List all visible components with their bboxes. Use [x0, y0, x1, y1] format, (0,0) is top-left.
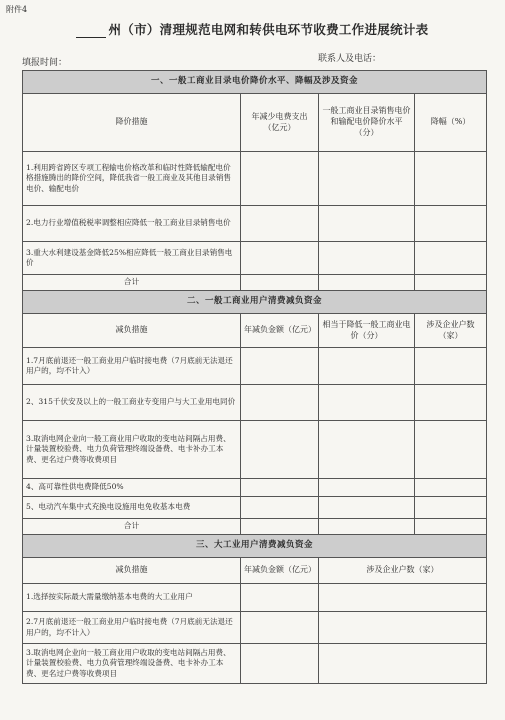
table-row — [23, 385, 487, 421]
table-cell[interactable] — [415, 497, 487, 519]
table-row — [23, 584, 487, 612]
section1-title: 一、一般工商业目录电价降价水平、降幅及涉及资金 — [23, 71, 487, 94]
section1-total-row — [23, 275, 487, 291]
table-cell[interactable] — [241, 519, 319, 535]
table-cell[interactable] — [319, 152, 415, 206]
table-cell[interactable] — [241, 385, 319, 421]
table-cell[interactable] — [415, 242, 487, 275]
contact-label: 联系人及电话： — [318, 54, 382, 64]
title-text: 州（市）清理规范电网和转供电环节收费工作进展统计表 — [108, 22, 429, 37]
title-blank-line — [76, 26, 106, 38]
table-row — [23, 497, 487, 519]
section2-total-row — [23, 519, 487, 535]
section3-item-2: 2.7月底前退还一般工商业用户临时接电费（7月底前无法退还用户的，均不计入） — [23, 612, 241, 644]
section1-item-2: 2.电力行业增值税税率调整相应降低一般工商业目录销售电价 — [23, 206, 241, 242]
table-cell[interactable] — [319, 519, 415, 535]
section3-title-row — [23, 535, 487, 558]
table-row — [23, 348, 487, 385]
section2-col-count: 涉及企业户数（家） — [415, 314, 487, 348]
table-cell[interactable] — [319, 421, 415, 479]
section1-col-price: 一般工商业目录销售电价和输配电价降价水平（分） — [319, 94, 415, 152]
section2-col-amount: 年减负金额（亿元） — [241, 314, 319, 348]
table-row — [23, 612, 487, 644]
table-cell[interactable] — [415, 519, 487, 535]
section1-item-1: 1.利用跨省跨区专项工程输电价格改革和临时性降低输配电价格措施腾出的降价空间，降低我省一般工商业及其他目录销售电价、输配电价 — [23, 152, 241, 206]
table-cell[interactable] — [241, 644, 319, 684]
section3-header-row — [23, 558, 487, 584]
fill-time-label: 填报时间： — [22, 58, 68, 68]
section1-col-rate: 降幅（%） — [415, 94, 487, 152]
section1-item-3: 3.重大水利建设基金降低25%相应降低一般工商业目录销售电价 — [23, 242, 241, 275]
section1-col-measure: 降价措施 — [23, 94, 241, 152]
table-cell[interactable] — [415, 275, 487, 291]
table-cell[interactable] — [319, 275, 415, 291]
statistics-table — [22, 70, 487, 684]
section2-item-2: 2、315千伏安及以上的一般工商业专变用户与大工业用电同价 — [23, 385, 241, 421]
table-cell[interactable] — [241, 275, 319, 291]
table-cell[interactable] — [319, 497, 415, 519]
section3-item-3: 3.取消电网企业向一般工商业用户收取的变电站间隔占用费、计量装置校验费、电力负荷管理终端设备费、电卡补办工本费、更名过户费等收费项目 — [23, 644, 241, 684]
table-row — [23, 206, 487, 242]
table-row — [23, 644, 487, 684]
attachment-label: 附件4 — [6, 5, 28, 14]
section2-item-4: 4、高可靠性供电费降低50% — [23, 479, 241, 497]
table-row — [23, 152, 487, 206]
table-cell[interactable] — [415, 348, 487, 385]
table-cell[interactable] — [319, 479, 415, 497]
table-cell[interactable] — [415, 385, 487, 421]
section3-title: 三、大工业用户清费减负资金 — [23, 535, 487, 558]
table-cell[interactable] — [319, 206, 415, 242]
section2-item-5: 5、电动汽车集中式充换电设施用电免收基本电费 — [23, 497, 241, 519]
table-row — [23, 479, 487, 497]
section2-col-measure: 减负措施 — [23, 314, 241, 348]
section1-total-label: 合计 — [23, 275, 241, 291]
section3-col-measure: 减负措施 — [23, 558, 241, 584]
section2-col-equiv: 相当于降低一般工商业电价（分） — [319, 314, 415, 348]
section3-col-count: 涉及企业户数（家） — [319, 558, 487, 584]
table-cell[interactable] — [241, 479, 319, 497]
table-cell[interactable] — [415, 479, 487, 497]
table-cell[interactable] — [241, 242, 319, 275]
table-cell[interactable] — [415, 152, 487, 206]
section1-title-row — [23, 71, 487, 94]
section2-header-row — [23, 314, 487, 348]
table-cell[interactable] — [241, 206, 319, 242]
table-cell[interactable] — [241, 612, 319, 644]
section2-title: 二、一般工商业用户清费减负资金 — [23, 291, 487, 314]
table-cell[interactable] — [319, 348, 415, 385]
table-cell[interactable] — [319, 242, 415, 275]
section2-item-1: 1.7月底前退还一般工商业用户临时接电费（7月底前无法退还用户的，均不计入） — [23, 348, 241, 385]
section1-col-reduce: 年减少电费支出（亿元） — [241, 94, 319, 152]
table-cell[interactable] — [241, 497, 319, 519]
section3-item-1: 1.选择按实际最大需量缴纳基本电费的大工业用户 — [23, 584, 241, 612]
section2-total-label: 合计 — [23, 519, 241, 535]
table-cell[interactable] — [415, 206, 487, 242]
table-cell[interactable] — [319, 612, 487, 644]
table-cell[interactable] — [319, 644, 487, 684]
table-cell[interactable] — [241, 584, 319, 612]
table-row — [23, 242, 487, 275]
table-cell[interactable] — [241, 348, 319, 385]
table-cell[interactable] — [319, 584, 487, 612]
section3-col-amount: 年减负金额（亿元） — [241, 558, 319, 584]
table-cell[interactable] — [241, 421, 319, 479]
table-cell[interactable] — [415, 421, 487, 479]
section1-header-row — [23, 94, 487, 152]
section2-title-row — [23, 291, 487, 314]
table-cell[interactable] — [319, 385, 415, 421]
table-row — [23, 421, 487, 479]
table-cell[interactable] — [241, 152, 319, 206]
page-title — [0, 20, 505, 38]
section2-item-3: 3.取消电网企业向一般工商业用户收取的变电站间隔占用费、计量装置校验费、电力负荷管理终端设备费、电卡补办工本费、更名过户费等收费项目 — [23, 421, 241, 479]
